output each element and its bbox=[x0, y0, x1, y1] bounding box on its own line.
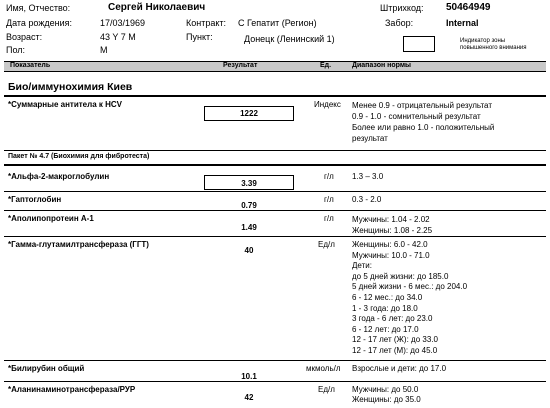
range-bilirubin: Взрослые и дети: до 17.0 bbox=[352, 364, 447, 373]
sex-label: Пол: bbox=[6, 45, 26, 55]
age-label: Возраст: bbox=[6, 32, 43, 42]
table-header bbox=[4, 61, 546, 72]
range-line: 5 дней жизни - 6 мес.: до 204.0 bbox=[352, 282, 468, 292]
result-value-bilirubin: 10.1 bbox=[241, 372, 257, 381]
range-line: Мужчины: до 50.0 bbox=[352, 385, 419, 394]
range-ggt bbox=[352, 240, 467, 357]
row-divider bbox=[4, 360, 546, 361]
result-value-haptoglobin: 0.79 bbox=[241, 201, 257, 210]
test-name-bilirubin: *Билирубин общий bbox=[8, 364, 85, 373]
range-line: результат bbox=[352, 134, 388, 143]
range-line: Женщины: 1.08 - 2.25 bbox=[352, 226, 433, 235]
range-alpha2: 1.3 – 3.0 bbox=[352, 172, 384, 181]
test-name-alt: *Аланинаминотрансфераза/РУР bbox=[8, 385, 136, 394]
unit-bilirubin: мкмоль/л bbox=[306, 364, 341, 373]
point-value: Донецк (Ленинский 1) bbox=[244, 34, 335, 44]
row-divider bbox=[4, 381, 546, 382]
range-line: Мужчины: 1.04 - 2.02 bbox=[352, 215, 430, 224]
range-haptoglobin: 0.3 - 2.0 bbox=[352, 195, 382, 204]
result-value-hcv: 1222 bbox=[240, 109, 258, 118]
indicator-caption-line1: Индикатор зоны bbox=[460, 38, 506, 44]
test-name-haptoglobin: *Гаптоглобин bbox=[8, 195, 62, 204]
sample-label: Забор: bbox=[385, 18, 414, 28]
range-line: Женщины: до 35.0 bbox=[352, 395, 421, 404]
unit-alpha2: г/л bbox=[324, 172, 334, 181]
package-rule-top bbox=[4, 150, 546, 151]
range-apoa1 bbox=[352, 214, 432, 236]
range-line: 1 - 3 года: до 18.0 bbox=[352, 303, 418, 313]
test-name-ggt: *Гамма-глутамилтрансфераза (ГГТ) bbox=[8, 240, 149, 249]
contract-label: Контракт: bbox=[186, 18, 227, 28]
name-value: Сергей Николаевич bbox=[108, 2, 206, 13]
contract-value: С Гепатит (Регион) bbox=[238, 18, 317, 28]
name-label: Имя, Отчество: bbox=[6, 3, 71, 13]
range-line: Менее 0.9 - отрицательный результат bbox=[352, 101, 492, 110]
sample-value: Internal bbox=[446, 18, 479, 28]
col-test-header: Показатель bbox=[10, 62, 51, 69]
unit-haptoglobin: г/л bbox=[324, 195, 334, 204]
col-unit-header: Ед. bbox=[320, 62, 332, 69]
range-line: Женщины: 6.0 - 42.0 bbox=[352, 240, 428, 249]
birth-value: 17/03/1969 bbox=[100, 18, 146, 28]
range-line: Более или равно 1.0 - положительный bbox=[352, 123, 495, 132]
unit-alt: Ед/л bbox=[318, 385, 335, 394]
result-value-apoa1: 1.49 bbox=[241, 223, 257, 232]
range-line: 3 года - 6 лет: до 23.0 bbox=[352, 314, 433, 324]
indicator-caption bbox=[460, 38, 527, 52]
section-rule bbox=[4, 95, 546, 97]
result-value-ggt: 40 bbox=[244, 246, 254, 255]
range-line: 12 - 17 лет (М): до 45.0 bbox=[352, 345, 438, 355]
row-divider bbox=[4, 191, 546, 192]
attention-indicator-box bbox=[403, 36, 435, 52]
unit-apoa1: г/л bbox=[324, 214, 334, 223]
range-line: Дети: bbox=[352, 261, 372, 271]
range-line: 6 - 12 мес.: до 34.0 bbox=[352, 292, 423, 302]
result-value-alt: 42 bbox=[244, 393, 254, 402]
test-name-alpha2: *Альфа-2-макроглобулин bbox=[8, 172, 110, 181]
range-hcv bbox=[352, 100, 494, 144]
sex-value: М bbox=[100, 45, 108, 55]
col-result-header: Результат bbox=[223, 62, 258, 69]
barcode-value: 50464949 bbox=[446, 2, 491, 13]
unit-ggt: Ед/л bbox=[318, 240, 335, 249]
package-rule-bottom bbox=[4, 164, 546, 166]
test-name-apoa1: *Аполипопротеин А-1 bbox=[8, 214, 94, 223]
test-name-hcv: *Суммарные антитела к HCV bbox=[8, 100, 122, 109]
section-title: Био/иммунохимия Киев bbox=[8, 81, 133, 93]
indicator-caption-line2: повышенного внимания bbox=[460, 45, 527, 51]
range-line: до 5 дней жизни: до 185.0 bbox=[352, 271, 449, 281]
col-range-header: Диапазон нормы bbox=[352, 62, 411, 69]
row-divider bbox=[4, 236, 546, 237]
range-alt bbox=[352, 385, 421, 405]
result-value-alpha2: 3.39 bbox=[241, 179, 257, 188]
birth-label: Дата рождения: bbox=[6, 18, 72, 28]
range-line: 0.9 - 1.0 - сомнительный результат bbox=[352, 112, 481, 121]
age-value: 43 Y 7 M bbox=[100, 32, 136, 42]
row-divider bbox=[4, 210, 546, 211]
range-line: 12 - 17 лет (Ж): до 33.0 bbox=[352, 335, 438, 345]
unit-hcv: Индекс bbox=[314, 100, 341, 109]
package-title: Пакет № 4.7 (Биохимия для фибротеста) bbox=[8, 153, 150, 160]
point-label: Пункт: bbox=[186, 32, 213, 42]
range-line: 6 - 12 лет: до 17.0 bbox=[352, 324, 419, 334]
barcode-label: Штрихкод: bbox=[380, 3, 424, 13]
range-line: Мужчины: 10.0 - 71.0 bbox=[352, 250, 430, 260]
